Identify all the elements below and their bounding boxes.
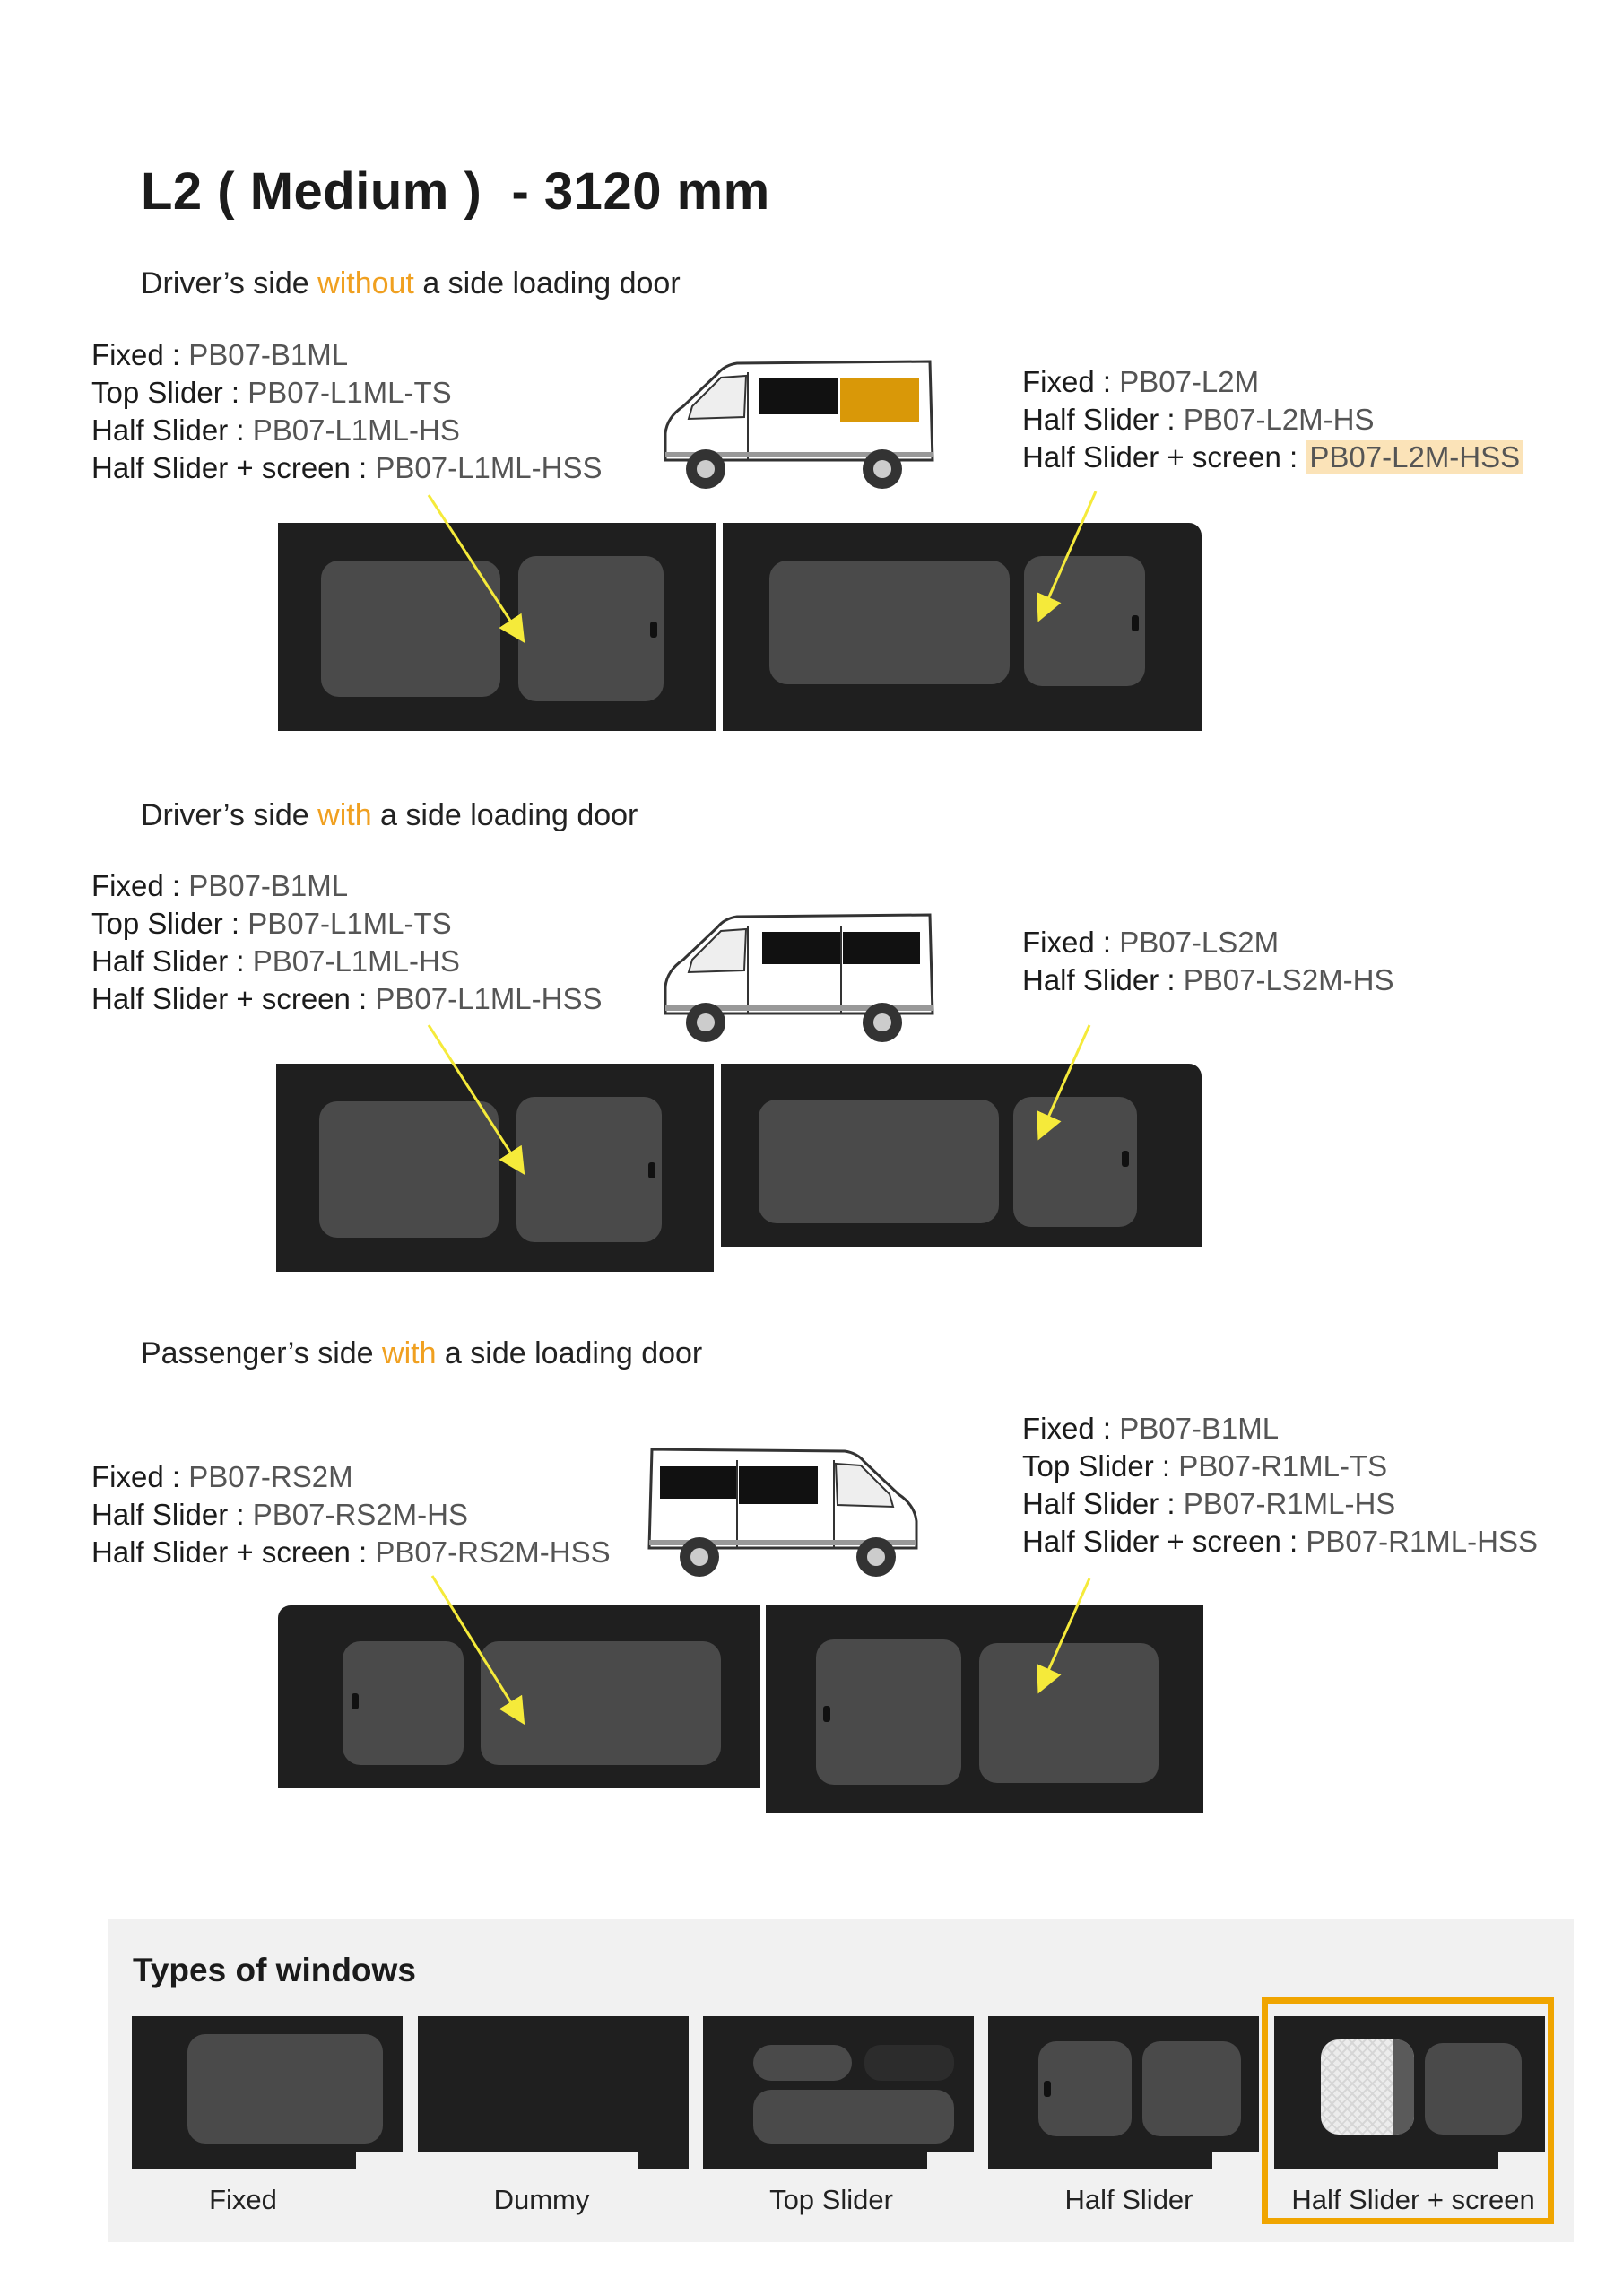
spec-code[interactable]: PB07-R1ML-TS — [1178, 1449, 1388, 1483]
heading-accent: without — [317, 266, 414, 300]
spec-label: Fixed : — [91, 1460, 189, 1493]
heading-accent: with — [382, 1336, 437, 1370]
selection-frame — [1262, 1997, 1554, 2224]
spec-code[interactable]: PB07-LS2M-HS — [1183, 963, 1394, 996]
heading-text: Passenger’s side — [141, 1336, 383, 1370]
panel-notch — [927, 2152, 974, 2169]
spec-code[interactable]: PB07-L2M — [1119, 365, 1260, 398]
heading-accent: with — [317, 798, 372, 832]
spec-label: Top Slider : — [1022, 1449, 1179, 1483]
spec-code[interactable]: PB07-B1ML — [1119, 1412, 1280, 1445]
spec-label: Half Slider : — [91, 1498, 253, 1531]
heading-text: a side loading door — [413, 266, 681, 300]
heading-text: a side loading door — [371, 798, 638, 832]
spec-label: Half Slider : — [1022, 1487, 1184, 1520]
heading-text: a side loading door — [436, 1336, 703, 1370]
spec-code[interactable]: PB07-RS2M-HSS — [375, 1535, 611, 1569]
spec-code[interactable]: PB07-B1ML — [188, 338, 349, 371]
spec-code[interactable]: PB07-R1ML-HS — [1183, 1487, 1396, 1520]
type-card-dummy[interactable] — [418, 2016, 689, 2169]
arrow-icon — [1040, 1578, 1089, 1689]
type-label: Half Slider + screen — [1291, 2184, 1535, 2215]
fixed-pane — [753, 2090, 954, 2144]
spec-code[interactable]: PB07-L1ML-TS — [247, 907, 452, 940]
spec-code[interactable]: PB07-R1ML-HSS — [1306, 1525, 1538, 1558]
arrow-icon — [1040, 1025, 1089, 1135]
panel-notch — [418, 2152, 638, 2169]
type-label: Fixed — [209, 2184, 277, 2215]
spec-label: Half Slider : — [91, 413, 253, 447]
spec-label: Half Slider + screen : — [91, 982, 376, 1015]
type-card-top-slider[interactable] — [703, 2016, 974, 2169]
spec-label: Top Slider : — [91, 907, 248, 940]
panel-notch — [356, 2152, 403, 2169]
fixed-pane — [187, 2034, 383, 2144]
spec-label: Half Slider : — [1022, 963, 1184, 996]
type-card-half-slider[interactable] — [988, 2016, 1259, 2169]
spec-label: Fixed : — [91, 869, 189, 902]
spec-label: Half Slider : — [1022, 403, 1184, 436]
spec-label: Half Slider + screen : — [1022, 440, 1306, 474]
slot — [864, 2045, 954, 2081]
spec-code[interactable]: PB07-L1ML-HSS — [375, 982, 603, 1015]
panel-notch — [1212, 2152, 1259, 2169]
arrow-icon — [432, 1576, 522, 1720]
page-title: L2 ( Medium ) - 3120 mm — [141, 162, 770, 221]
types-title: Types of windows — [133, 1952, 416, 1988]
spec-label: Half Slider + screen : — [91, 1535, 376, 1569]
arrow-icon — [429, 495, 522, 639]
spec-code[interactable]: PB07-LS2M — [1119, 926, 1280, 959]
spec-code[interactable]: PB07-L1ML-HSS — [375, 451, 603, 484]
latch-icon — [1044, 2081, 1051, 2097]
spec-label: Half Slider + screen : — [1022, 1525, 1306, 1558]
type-label: Top Slider — [769, 2184, 893, 2215]
spec-label: Fixed : — [1022, 365, 1120, 398]
spec-code[interactable]: PB07-L1ML-HS — [252, 413, 460, 447]
spec-label: Fixed : — [1022, 926, 1120, 959]
heading-text: Driver’s side — [141, 266, 318, 300]
fixed-pane — [1142, 2041, 1241, 2136]
sliding-pane — [753, 2045, 852, 2081]
spec-label: Fixed : — [91, 338, 189, 371]
type-card-fixed[interactable] — [132, 2016, 403, 2169]
spec-code[interactable]: PB07-L1ML-HS — [252, 944, 460, 978]
spec-label: Fixed : — [1022, 1412, 1120, 1445]
spec-code-highlighted[interactable]: PB07-L2M-HSS — [1306, 440, 1523, 474]
sliding-pane — [1038, 2041, 1132, 2136]
arrow-icon — [429, 1025, 522, 1170]
type-label: Half Slider — [1064, 2184, 1193, 2215]
arrow-icon — [1040, 491, 1096, 617]
spec-code[interactable]: PB07-RS2M-HS — [252, 1498, 468, 1531]
spec-label: Half Slider : — [91, 944, 253, 978]
spec-code[interactable]: PB07-L1ML-TS — [247, 376, 452, 409]
spec-label: Half Slider + screen : — [91, 451, 376, 484]
spec-code[interactable]: PB07-L2M-HS — [1183, 403, 1375, 436]
heading-text: Driver’s side — [141, 798, 318, 832]
spec-code[interactable]: PB07-RS2M — [188, 1460, 353, 1493]
spec-label: Top Slider : — [91, 376, 248, 409]
spec-code[interactable]: PB07-B1ML — [188, 869, 349, 902]
type-label: Dummy — [493, 2184, 590, 2215]
